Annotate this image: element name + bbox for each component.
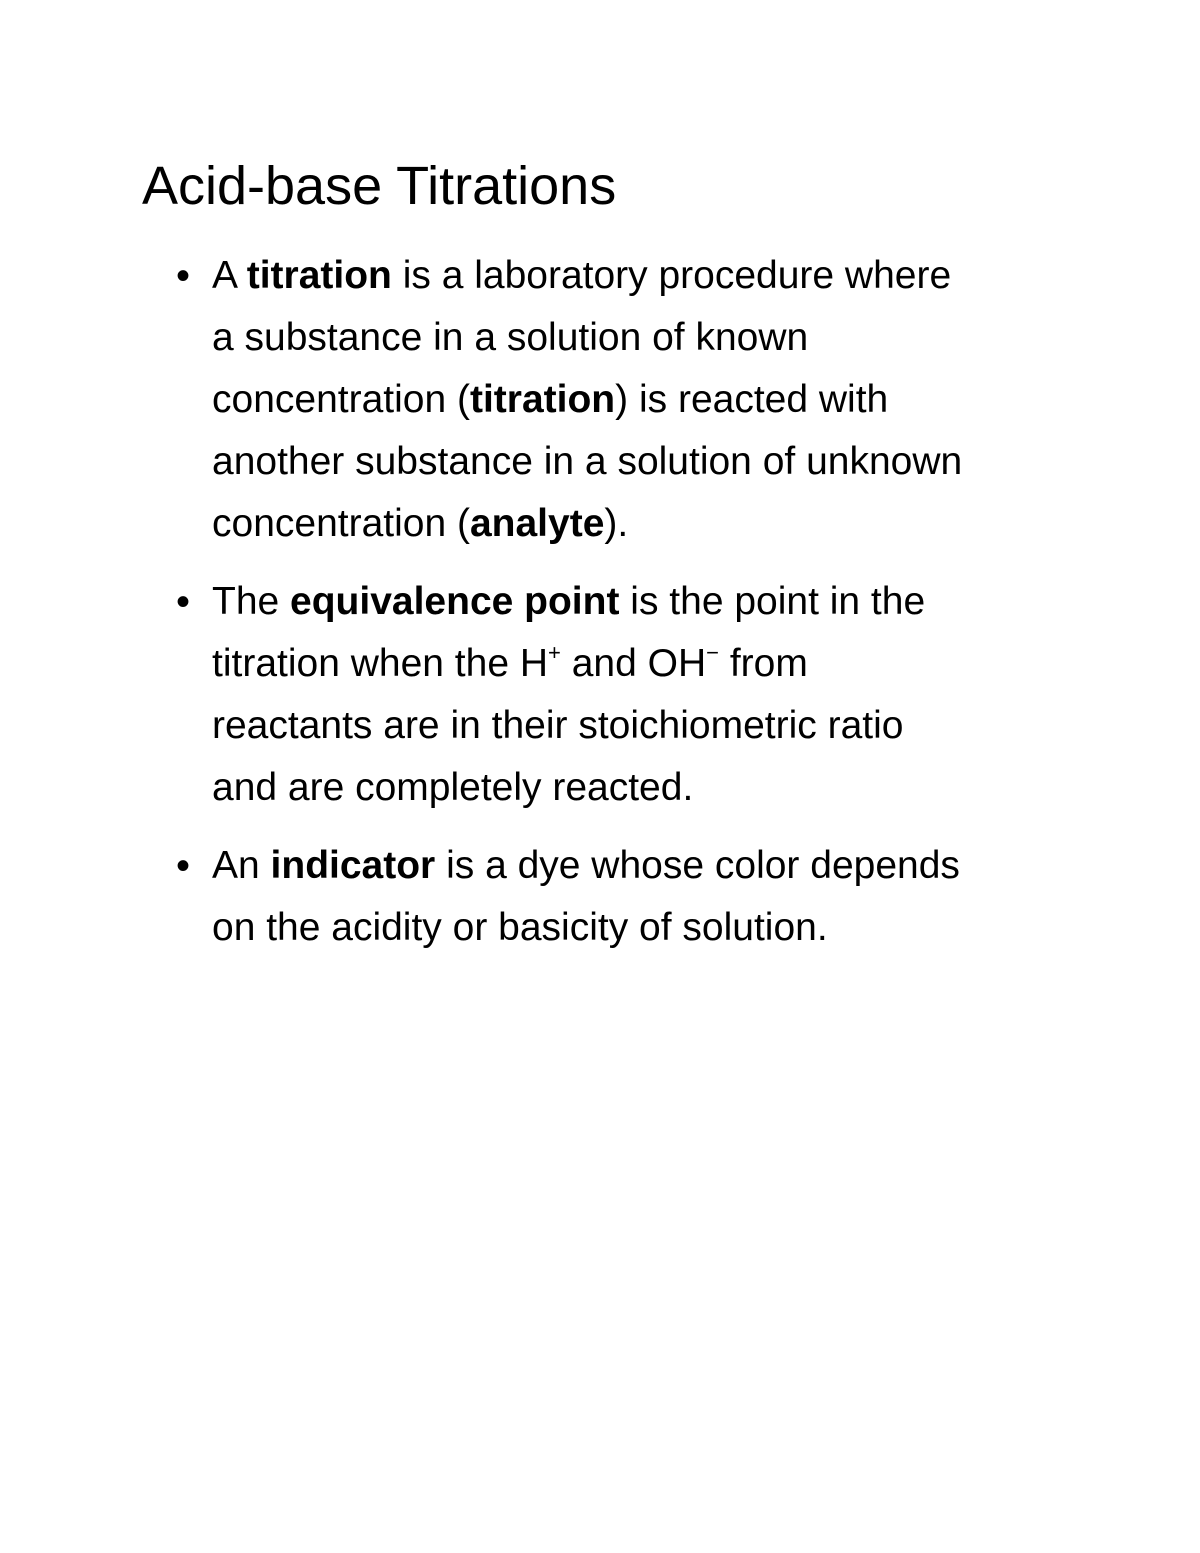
page-title: Acid-base Titrations xyxy=(142,156,617,216)
text-segment: and are completely reacted. xyxy=(212,766,694,809)
text-segment: concentration ( xyxy=(212,502,470,545)
text-segment: a substance in a solution of known xyxy=(212,316,809,359)
text-line xyxy=(212,897,1072,959)
text-segment: titration when the H xyxy=(212,642,549,685)
bold-term: equivalence point xyxy=(290,580,620,623)
text-segment: another substance in a solution of unknown xyxy=(212,440,963,483)
superscript-charge: − xyxy=(706,640,719,665)
bold-term: indicator xyxy=(270,844,436,887)
bullet-dot: • xyxy=(176,844,191,888)
text-segment: is a dye whose color depends xyxy=(435,844,960,887)
text-segment: is the point in the xyxy=(619,580,926,623)
text-line xyxy=(212,369,1072,431)
bold-term: titration xyxy=(246,254,392,297)
superscript-charge: + xyxy=(548,640,561,665)
bullet-text xyxy=(212,245,1072,555)
text-segment: A xyxy=(212,254,247,297)
bullet-text xyxy=(212,835,1072,959)
text-line xyxy=(212,571,1072,633)
text-line xyxy=(212,431,1072,493)
bullet-dot: • xyxy=(176,580,191,624)
bold-term: analyte xyxy=(469,502,605,545)
bullet-text xyxy=(212,571,1072,819)
text-line xyxy=(212,493,1072,555)
text-segment: ) is reacted with xyxy=(615,378,889,421)
bold-term: titration xyxy=(469,378,616,421)
text-line xyxy=(212,633,1072,695)
text-segment: reactants are in their stoichiometric ratio xyxy=(212,704,904,747)
text-segment: on the acidity or basicity of solution. xyxy=(212,906,828,949)
text-segment: from xyxy=(718,642,808,685)
text-segment: An xyxy=(212,844,271,887)
text-line xyxy=(212,245,1072,307)
bullet-dot: • xyxy=(176,254,191,298)
text-segment: concentration ( xyxy=(212,378,470,421)
text-line xyxy=(212,695,1072,757)
text-segment: is a laboratory procedure where xyxy=(391,254,952,297)
text-line xyxy=(212,307,1072,369)
text-line xyxy=(212,835,1072,897)
text-segment: The xyxy=(212,580,291,623)
text-segment: ). xyxy=(604,502,629,545)
text-segment: and OH xyxy=(560,642,707,685)
text-line xyxy=(212,757,1072,819)
